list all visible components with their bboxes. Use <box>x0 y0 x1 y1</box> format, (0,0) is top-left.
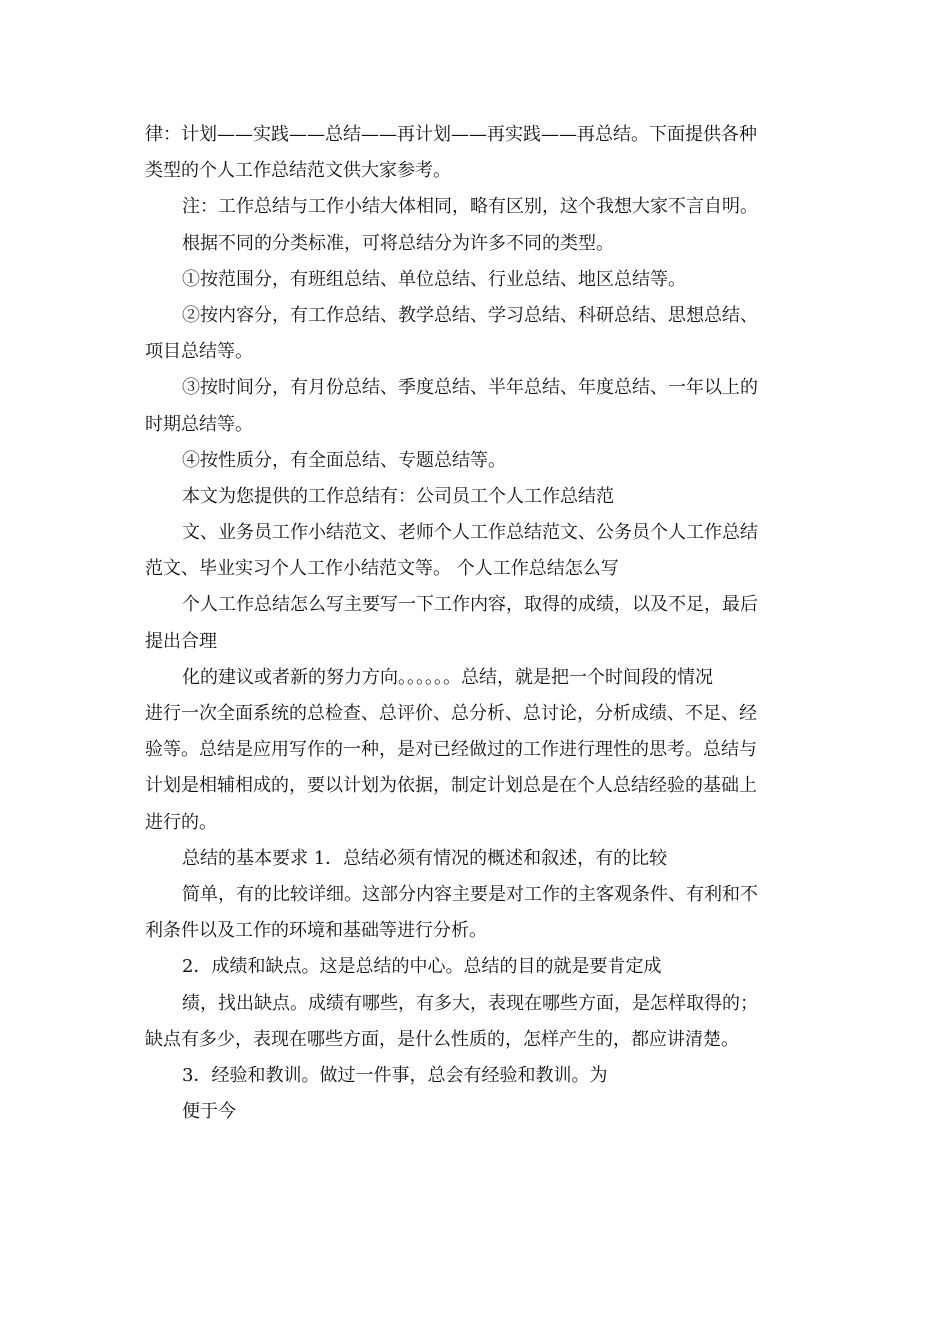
text-line: 绩，找出缺点。成绩有哪些，有多大，表现在哪些方面，是怎样取得的； <box>182 992 758 1014</box>
text-line: 化的建议或者新的努力方向。。。。。。总结，就是把一个时间段的情况 <box>182 666 713 688</box>
text-line: 注：工作总结与工作小结大体相同，略有区别，这个我想大家不言自明。 <box>182 196 758 218</box>
text-line: 类型的个人工作总结范文供大家参考。 <box>145 160 451 182</box>
text-line: 利条件以及工作的环境和基础等进行分析。 <box>145 920 487 942</box>
text-line: 范文、毕业实习个人工作小结范文等。 个人工作总结怎么写 <box>145 558 619 580</box>
text-line: 时期总结等。 <box>145 413 253 435</box>
text-line: 2．成绩和缺点。这是总结的中心。总结的目的就是要肯定成 <box>182 956 662 978</box>
document-body <box>145 117 805 1130</box>
text-line: 个人工作总结怎么写主要写一下工作内容，取得的成绩，以及不足，最后 <box>182 594 758 616</box>
text-line: ①按范围分，有班组总结、单位总结、行业总结、地区总结等。 <box>182 268 686 290</box>
text-line: ③按时间分，有月份总结、季度总结、半年总结、年度总结、一年以上的 <box>182 377 758 399</box>
text-line: 验等。总结是应用写作的一种，是对已经做过的工作进行理性的思考。总结与 <box>145 739 757 761</box>
text-line: 本文为您提供的工作总结有：公司员工个人工作总结范 <box>182 485 614 507</box>
text-line: 计划是相辅相成的，要以计划为依据，制定计划总是在个人总结经验的基础上 <box>145 775 757 797</box>
text-line: 提出合理 <box>145 630 217 652</box>
text-line: 文、业务员工作小结范文、老师个人工作总结范文、公务员个人工作总结 <box>182 522 758 544</box>
text-line: 总结的基本要求 1．总结必须有情况的概述和叙述，有的比较 <box>182 847 668 869</box>
text-line: 律：计划——实践——总结——再计划——再实践——再总结。下面提供各种 <box>145 124 757 145</box>
text-line: 进行的。 <box>145 811 217 833</box>
text-line: 缺点有多少，表现在哪些方面，是什么性质的，怎样产生的，都应讲清楚。 <box>145 1028 739 1050</box>
text-line: 便于今 <box>182 1101 236 1123</box>
text-line: 3．经验和教训。做过一件事，总会有经验和教训。为 <box>182 1064 608 1086</box>
text-line: ④按性质分，有全面总结、专题总结等。 <box>182 449 506 471</box>
text-line: 项目总结等。 <box>145 341 253 363</box>
text-line: 根据不同的分类标准，可将总结分为许多不同的类型。 <box>182 232 614 254</box>
text-line: 进行一次全面系统的总检查、总评价、总分析、总讨论，分析成绩、不足、经 <box>145 703 757 724</box>
text-line: ②按内容分，有工作总结、教学总结、学习总结、科研总结、思想总结、 <box>182 304 758 326</box>
text-line: 简单，有的比较详细。这部分内容主要是对工作的主客观条件、有利和不 <box>182 883 758 905</box>
